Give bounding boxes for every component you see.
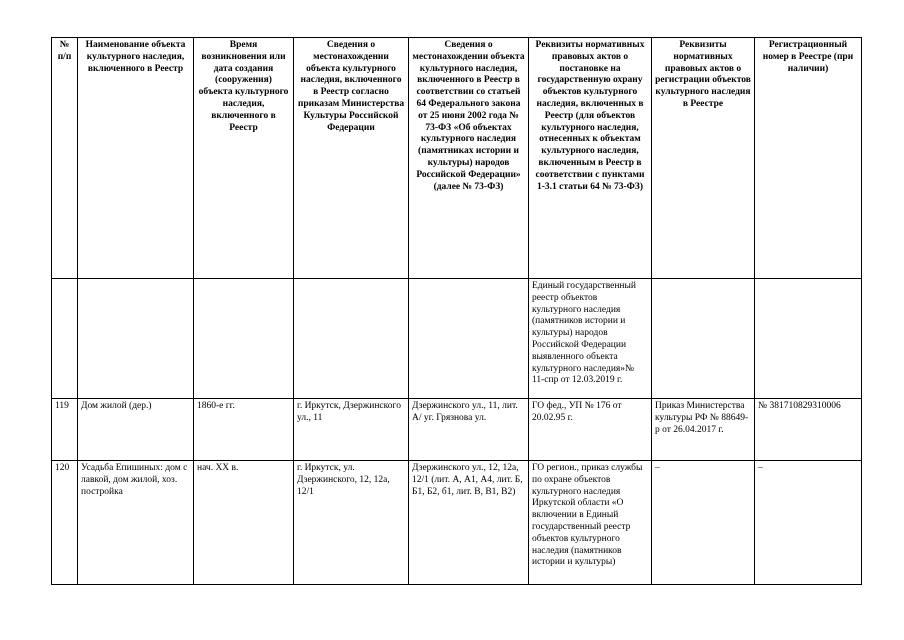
cell-registration-act — [652, 279, 755, 399]
cell-protection-act: ГО фед., УП № 176 от 20.02.95 г. — [529, 399, 652, 461]
cell-date: нач. XX в. — [194, 461, 294, 585]
header-location-law: Сведения о местонахождении объекта культурного наследия, включенного в Реестр в соответствии со статьей 64 Федерального закона от 25 июня 2002 года № 73-ФЗ «Об объектах культурного наследия (памятниках истории и культуры) народов Российской Федерации» (далее № 73-ФЗ) — [409, 38, 529, 279]
table-row — [52, 399, 862, 461]
cell-location-order: г. Иркутск, ул. Дзержинского, 12, 12а, 12/1 — [294, 461, 409, 585]
header-protection-act: Реквизиты нормативных правовых актов о постановке на государственную охрану объектов культурного наследия, включенных в Реестр (для объектов культурного наследия, отнесенных к объектам культурного наследия, включенным в Реестр в соответствии с пунктами 1-3.1 статьи 64 № 73-ФЗ) — [529, 38, 652, 279]
table-row — [52, 461, 862, 585]
cell-location-order — [294, 279, 409, 399]
cell-registration-act: Приказ Министерства культуры РФ № 88649-р от 26.04.2017 г. — [652, 399, 755, 461]
cell-name: Усадьба Епишиных: дом с лавкой, дом жилой, хоз. постройка — [78, 461, 194, 585]
cell-location-order: г. Иркутск, Дзержинского ул., 11 — [294, 399, 409, 461]
header-date: Время возникновения или дата создания (сооружения) объекта культурного наследия, включенного в Реестр — [194, 38, 294, 279]
cell-registration-act: – — [652, 461, 755, 585]
header-name: Наименование объекта культурного наследия, включенного в Реестр — [78, 38, 194, 279]
cell-number — [52, 279, 78, 399]
cell-location-law: Дзержинского ул., 12, 12а, 12/1 (лит. А, А1, А4, лит. Б, Б1, Б2, б1, лит. В, В1, В2) — [409, 461, 529, 585]
cell-location-law — [409, 279, 529, 399]
heritage-registry-table — [51, 37, 862, 585]
cell-location-law: Дзержинского ул., 11, лит. А/ уг. Грязнова ул. — [409, 399, 529, 461]
cell-name: Дом жилой (дер.) — [78, 399, 194, 461]
cell-reg-number — [755, 279, 862, 399]
cell-protection-act: Единый государственный реестр объектов культурного наследия (памятников истории и культуры) народов Российской Федерации выявленного объекта культурного наследия»№ 11-спр от 12.03.2019 г. — [529, 279, 652, 399]
cell-date — [194, 279, 294, 399]
header-registration-act: Реквизиты нормативных правовых актов о регистрации объектов культурного наследия в Реестре — [652, 38, 755, 279]
cell-date: 1860-е гг. — [194, 399, 294, 461]
cell-reg-number: № 381710829310006 — [755, 399, 862, 461]
header-number: № п/п — [52, 38, 78, 279]
header-row — [52, 38, 862, 279]
cell-number: 119 — [52, 399, 78, 461]
header-reg-number: Регистрационный номер в Реестре (при наличии) — [755, 38, 862, 279]
cell-number: 120 — [52, 461, 78, 585]
cell-name — [78, 279, 194, 399]
table-row — [52, 279, 862, 399]
cell-reg-number: – — [755, 461, 862, 585]
cell-protection-act: ГО регион., приказ службы по охране объектов культурного наследия Иркутской области «О включении в Единый государственный реестр объектов культурного наследия (памятников истории и культуры) — [529, 461, 652, 585]
header-location-order: Сведения о местонахождении объекта культурного наследия, включенного в Реестр согласно приказам Министерства Культуры Российской Федерации — [294, 38, 409, 279]
